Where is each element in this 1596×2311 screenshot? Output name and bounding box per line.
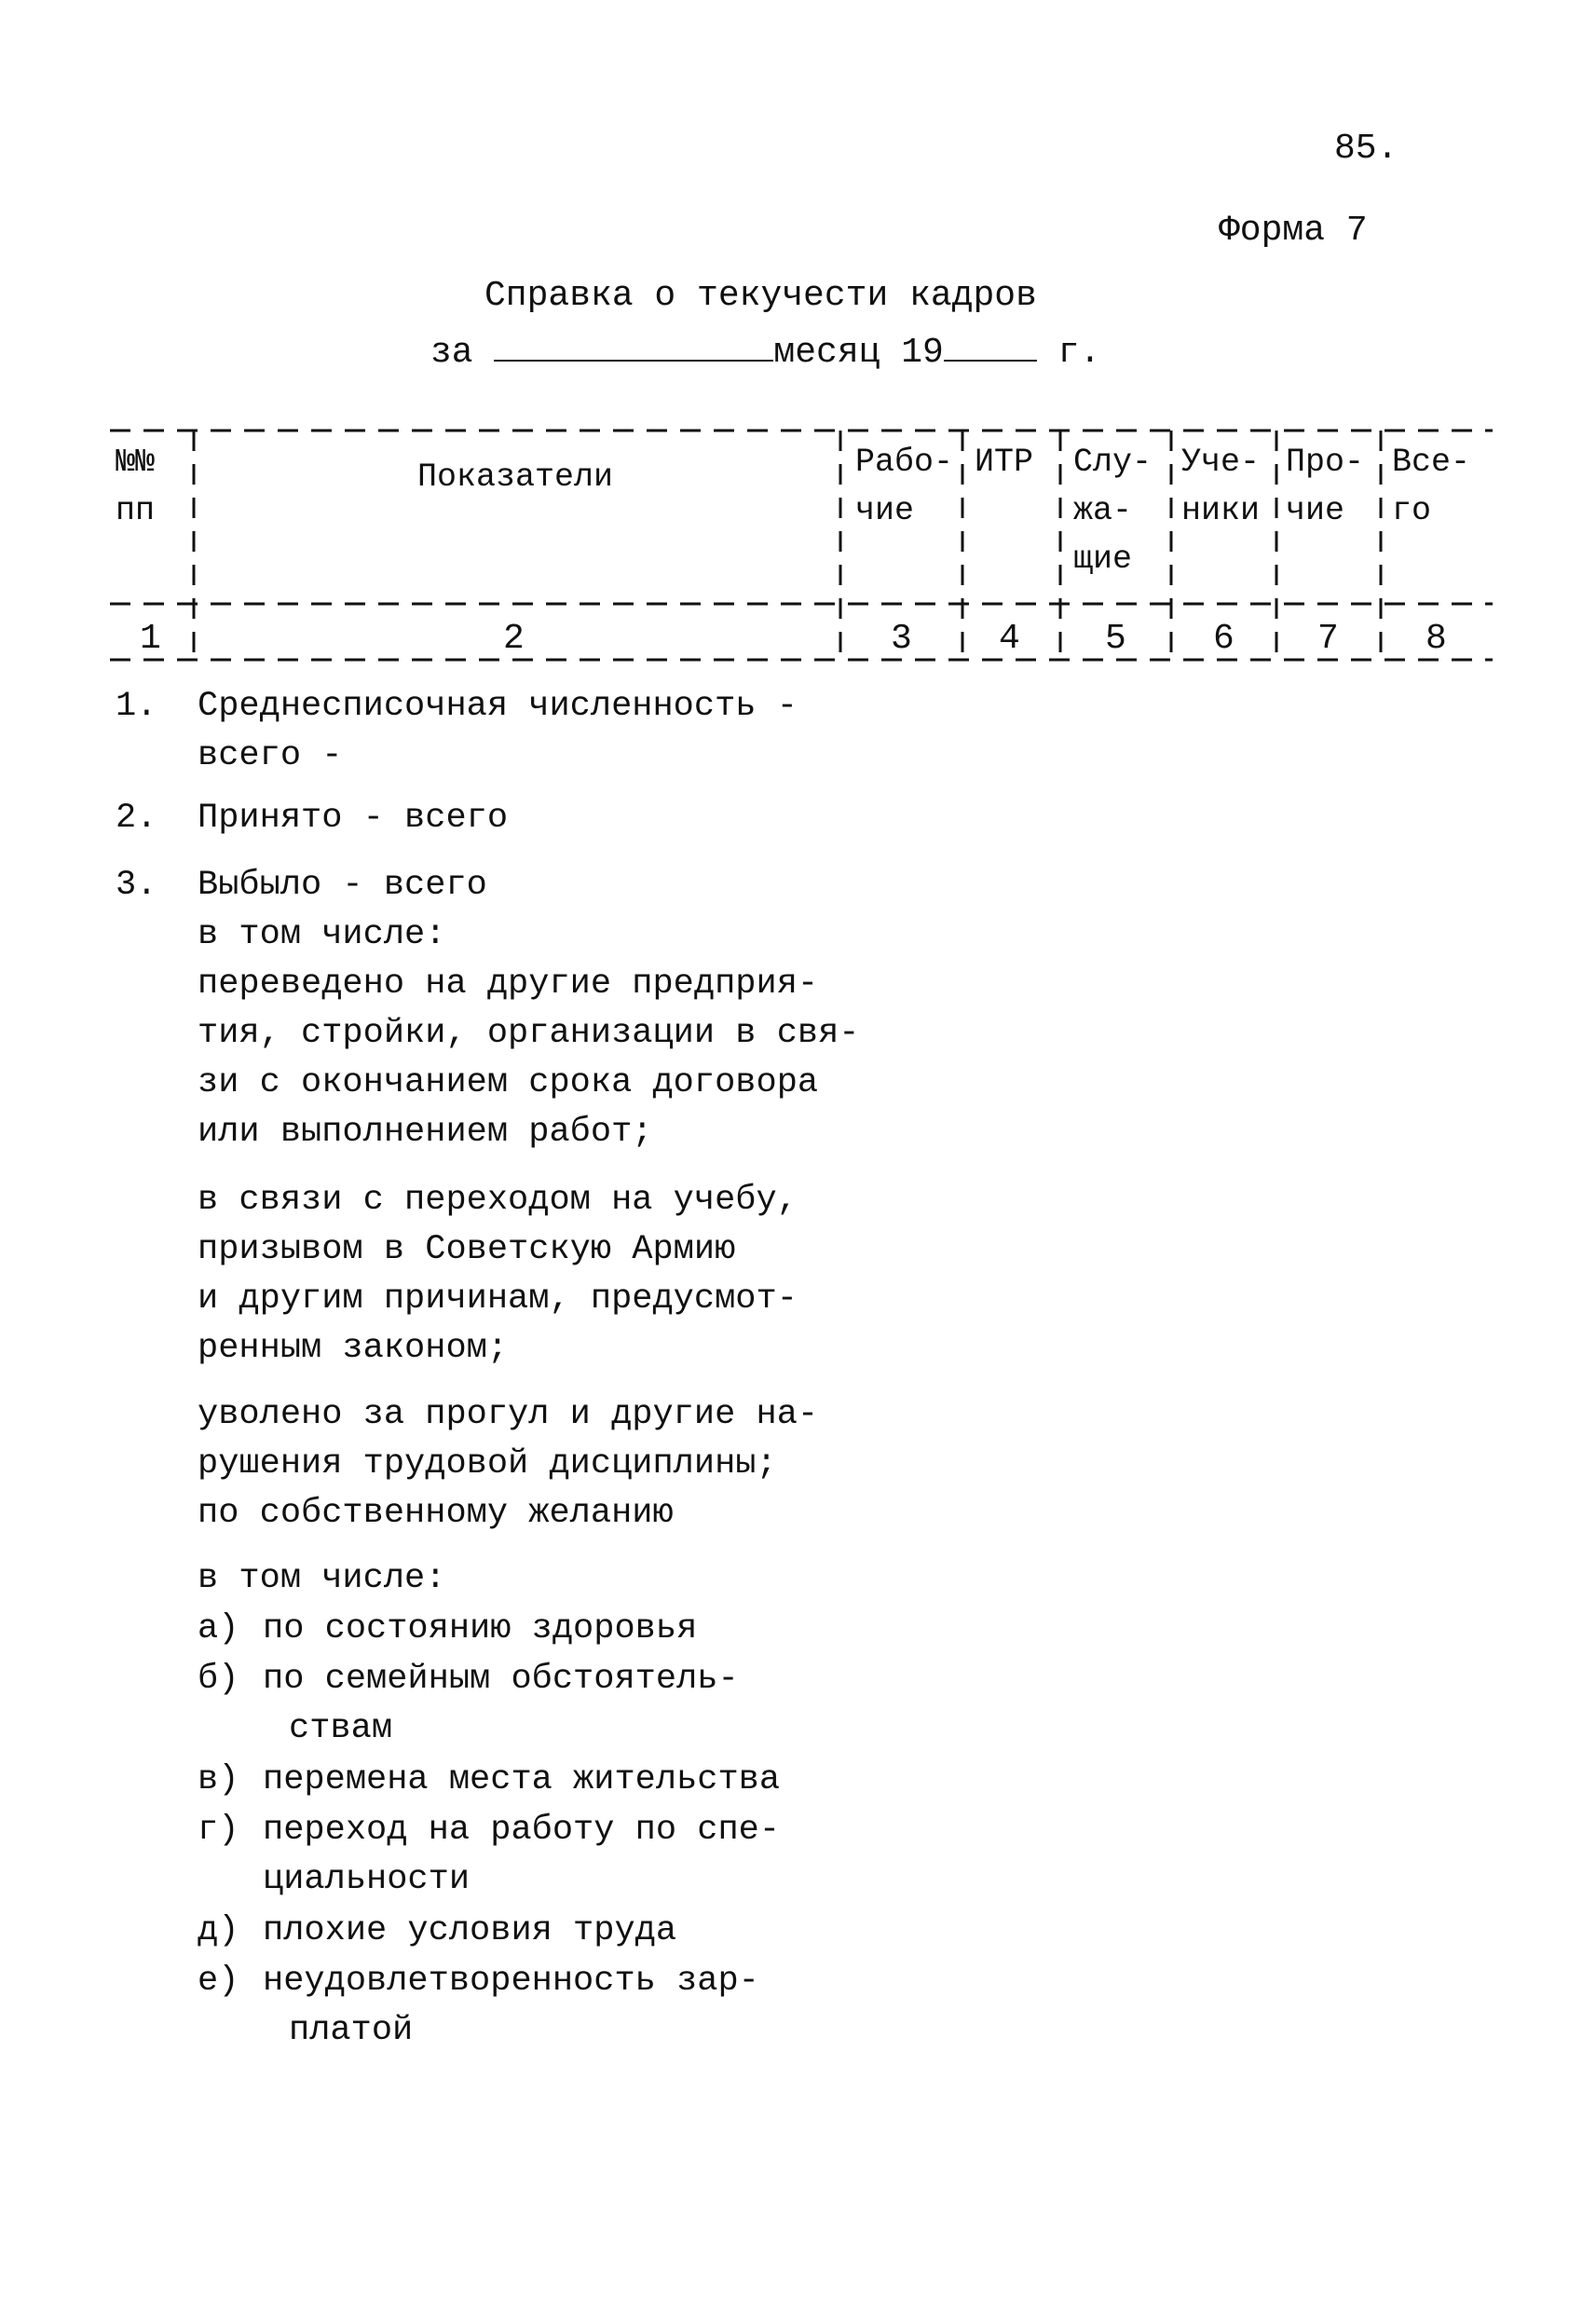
column-number: 1 [140,619,161,659]
header-number: №№ пп [116,444,156,529]
reason-marker: а) [198,1609,239,1648]
period-suffix: г. [1057,333,1101,373]
list-item: Среднесписочная численность - всего - [198,687,798,775]
reasons-intro: в том числе: [198,1559,446,1598]
header-engineers: ИТР [975,444,1034,481]
column-number: 7 [1317,619,1339,659]
header-others: Про- чие [1286,444,1365,529]
reason-item: неудовлетворенность зар- платой [263,1962,759,2050]
header-total: Все- го [1392,444,1471,529]
sub-block: в связи с переходом на учебу, призывом в Советскую Армию и другим причинам, предусмот- ренным законом; [198,1181,798,1368]
item-marker: 3. [116,866,157,905]
reason-marker: в) [198,1760,239,1799]
reason-marker: д) [198,1911,239,1950]
header-workers: Рабо- чие [855,444,954,529]
column-number: 3 [891,619,912,659]
period-middle: месяц 19 [773,333,944,373]
reason-item: переход на работу по спе- циальности [263,1811,781,1899]
reason-marker: г) [198,1811,239,1850]
header-employees: Слу- жа- щие [1073,444,1153,578]
document-title: Справка о текучести кадров [484,276,1037,316]
header-indicators: Показатели [417,458,614,496]
list-item: Принято - всего [198,799,509,838]
column-number: 5 [1105,619,1126,659]
list-item: Выбыло - всего в том числе: переведено на другие предприя- тия, стройки, организации в свя- зи с окончанием срока договора или выполнением работ; [198,866,860,1152]
reason-item: по семейным обстоятель- ствам [263,1660,739,1748]
column-number: 6 [1213,619,1235,659]
header-apprentices: Уче- ники [1181,444,1261,529]
reason-marker: б) [198,1660,239,1699]
reason-marker: е) [198,1962,239,2001]
column-number: 8 [1425,619,1447,659]
item-marker: 1. [116,687,157,726]
item-marker: 2. [116,799,157,838]
form-label: Форма 7 [1219,211,1368,251]
column-number: 4 [999,619,1020,659]
column-number: 2 [503,619,525,659]
page-number: 85. [1334,129,1398,169]
period-prefix: за [430,333,473,373]
reason-item: по состоянию здоровья [263,1609,698,1648]
sub-block: уволено за прогул и другие на- рушения трудовой дисциплины; по собственному желанию [198,1395,819,1533]
reason-item: перемена места жительства [263,1760,781,1799]
reason-item: плохие условия труда [263,1911,677,1950]
